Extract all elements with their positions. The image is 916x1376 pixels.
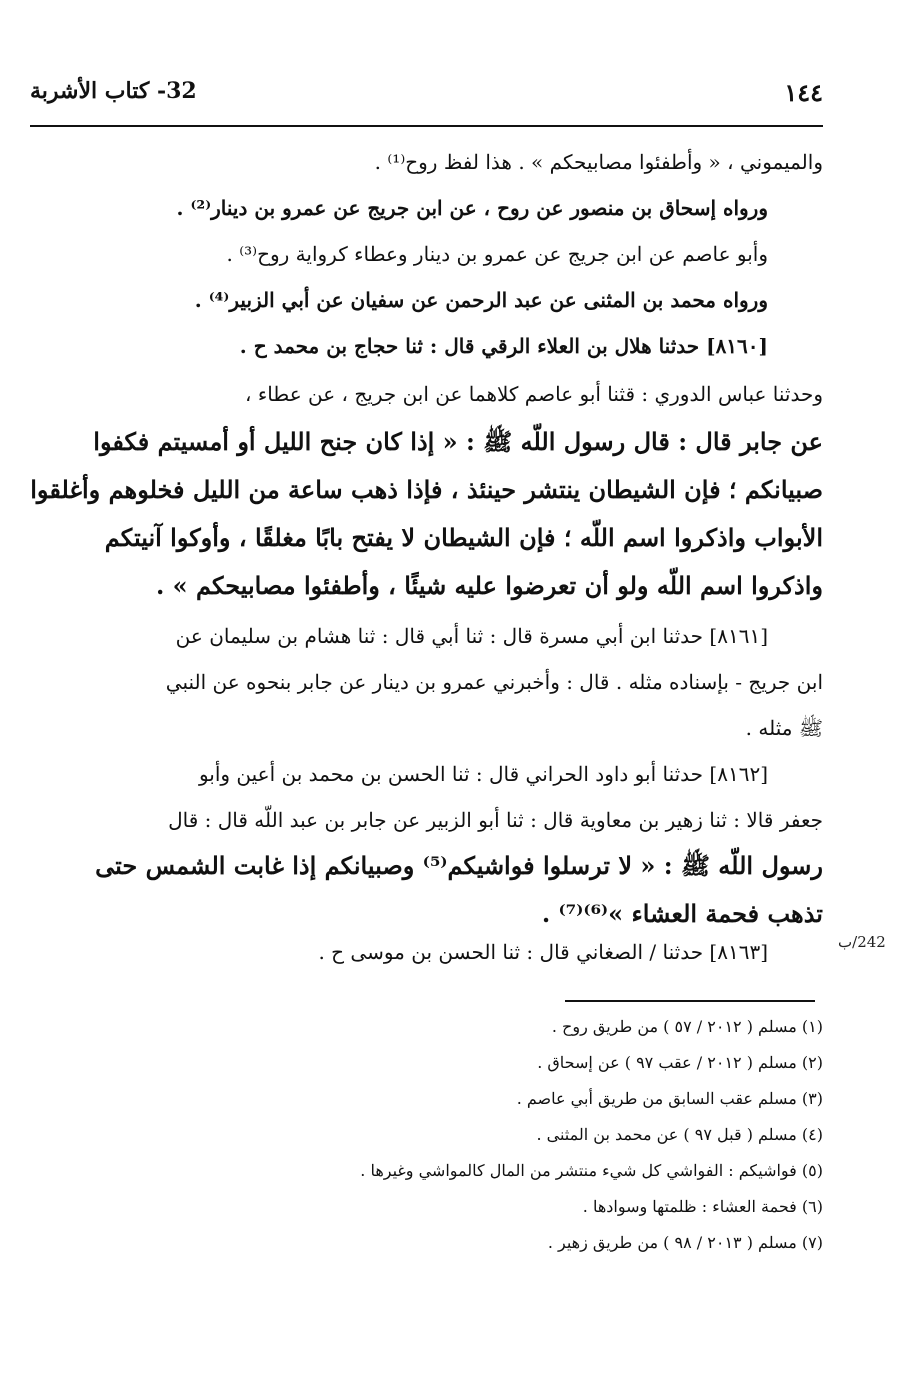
- footnote: (٣) مسلم عقب السابق من طريق أبي عاصم .: [516, 1089, 823, 1108]
- header-rule: [30, 125, 823, 127]
- hadith-8162: [٨١٦٢] حدثنا أبو داود الحراني قال : ثنا الحسن بن محمد بن أعين وأبو: [198, 762, 768, 786]
- hadith-text-line: تذهب فحمة العشاء »⁽⁶⁾⁽⁷⁾ .: [541, 899, 823, 928]
- footnote-rule: [565, 1000, 815, 1002]
- hadith-text-line: الأبواب واذكروا اسم اللّه ؛ فإن الشيطان لا يفتح بابًا مغلقًا ، وأوكوا آنيتكم: [104, 523, 823, 552]
- text-line: ورواه محمد بن المثنى عن عبد الرحمن عن سفيان عن أبي الزبير⁽⁴⁾ .: [194, 288, 768, 312]
- text-line: ابن جريج - بإسناده مثله . قال : وأخبرني عمرو بن دينار عن جابر بنحوه عن النبي: [165, 670, 823, 694]
- text-line: وأبو عاصم عن ابن جريج عن عمرو بن دينار وعطاء كرواية روح⁽³⁾ .: [226, 242, 768, 266]
- manuscript-folio-note: 242/ب: [838, 933, 886, 951]
- hadith-8163: [٨١٦٣] حدثنا / الصغاني قال : ثنا الحسن بن موسى ح .: [318, 940, 768, 964]
- page-number: ١٤٤: [784, 78, 823, 107]
- text-line: ورواه إسحاق بن منصور عن روح ، عن ابن جريج عن عمرو بن دينار⁽²⁾ .: [176, 196, 768, 220]
- footnote: (٦) فحمة العشاء : ظلمتها وسوادها .: [582, 1197, 823, 1216]
- hadith-text-line: صبيانكم ؛ فإن الشيطان ينتشر حينئذ ، فإذا ذهب ساعة من الليل فخلوهم وأغلقوا: [30, 475, 823, 504]
- chapter-title: 32- كتاب الأشربة: [30, 78, 197, 104]
- hadith-8160: [٨١٦٠] حدثنا هلال بن العلاء الرقي قال : ثنا حجاج بن محمد ح .: [239, 334, 768, 358]
- hadith-text-line: عن جابر قال : قال رسول اللّه ﷺ : « إذا كان جنح الليل أو أمسيتم فكفوا: [93, 427, 823, 456]
- hadith-8161: [٨١٦١] حدثنا ابن أبي مسرة قال : ثنا أبي قال : ثنا هشام بن سليمان عن: [175, 624, 768, 648]
- text-line: والميموني ، « وأطفئوا مصابيحكم » . هذا لفظ روح⁽¹⁾ .: [374, 150, 823, 174]
- text-line: جعفر قالا : ثنا زهير بن معاوية قال : ثنا أبو الزبير عن جابر بن عبد اللّه قال : قال: [168, 808, 823, 832]
- footnote: (٤) مسلم ( قبل ٩٧ ) عن محمد بن المثنى .: [536, 1125, 823, 1144]
- footnote: (٥) فواشيكم : الفواشي كل شيء منتشر من المال كالمواشي وغيرها .: [360, 1161, 823, 1180]
- hadith-text-line: رسول اللّه ﷺ : « لا ترسلوا فواشيكم⁽⁵⁾ وصبيانكم إذا غابت الشمس حتى: [95, 851, 823, 880]
- running-header: [30, 78, 823, 118]
- hadith-text-line: واذكروا اسم اللّه ولو أن تعرضوا عليه شيئًا ، وأطفئوا مصابيحكم » .: [155, 571, 823, 600]
- footnote: (٧) مسلم ( ٢٠١٣ / ٩٨ ) من طريق زهير .: [547, 1233, 823, 1252]
- text-line: وحدثنا عباس الدوري : قثنا أبو عاصم كلاهما عن ابن جريج ، عن عطاء ،: [245, 382, 823, 406]
- footnote: (٢) مسلم ( ٢٠١٢ / عقب ٩٧ ) عن إسحاق .: [537, 1053, 823, 1072]
- footnote: (١) مسلم ( ٢٠١٢ / ٥٧ ) من طريق روح .: [551, 1017, 823, 1036]
- text-line: ﷺ مثله .: [745, 716, 823, 740]
